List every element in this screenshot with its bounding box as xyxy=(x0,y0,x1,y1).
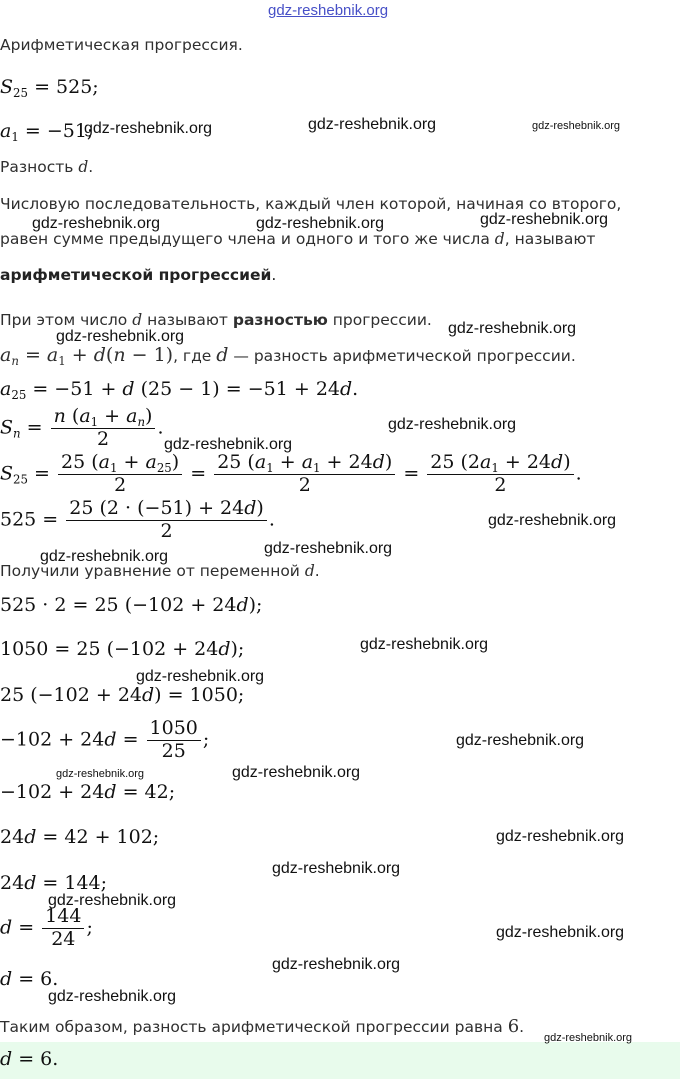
formula-s25: $S_{25}$ = $\frac{25 (a_1 + a_{25})}{2}$ = $\frac{25 (a_1 + a_1 + 24d)}{2}$ = $\frac{25 (2a_1 + 24d)}{2}$ . xyxy=(0,451,582,496)
page-title: Арифметическая прогрессия. xyxy=(0,36,243,54)
watermark: gdz-reshebnik.org xyxy=(136,668,265,685)
watermark: gdz-reshebnik.org xyxy=(308,116,437,133)
difference-note: При этом число d называют разностью прогрессии. xyxy=(0,311,432,329)
conclusion: Таким образом, разность арифметической прогрессии равна 6. xyxy=(0,1016,525,1037)
watermark-top-link[interactable]: gdz-reshebnik.org xyxy=(268,2,389,19)
watermark: gdz-reshebnik.org xyxy=(544,1032,633,1044)
watermark: gdz-reshebnik.org xyxy=(480,211,609,228)
formula-an: $a_n = a_1 + d(n - 1)$, где d — разность арифметической прогрессии. xyxy=(0,344,576,369)
step-3: 25 (−102 + 24d) = 1050; xyxy=(0,684,245,706)
watermark: gdz-reshebnik.org xyxy=(360,636,489,653)
watermark: gdz-reshebnik.org xyxy=(496,828,625,845)
watermark: gdz-reshebnik.org xyxy=(388,416,517,433)
watermark: gdz-reshebnik.org xyxy=(56,768,145,780)
watermark: gdz-reshebnik.org xyxy=(84,120,213,137)
step-8: d = $\frac{144}{24}$ ; xyxy=(0,905,93,950)
answer-value: d = 6. xyxy=(0,1048,59,1070)
watermark: gdz-reshebnik.org xyxy=(488,512,617,529)
watermark: gdz-reshebnik.org xyxy=(272,956,401,973)
watermark: gdz-reshebnik.org xyxy=(264,540,393,557)
definition-line-2: равен сумме предыдущего члена и одного и того же числа d, называют xyxy=(0,230,596,248)
formula-sn: $S_n$ = $\frac{n (a_1 + a_n)}{2}$ . xyxy=(0,405,164,450)
answer-box xyxy=(0,1042,680,1079)
step-4: −102 + 24d = $\frac{1050}{25}$ ; xyxy=(0,717,210,762)
equation-intro: Получили уравнение от переменной d. xyxy=(0,562,320,580)
watermark: gdz-reshebnik.org xyxy=(48,892,177,909)
step-2: 1050 = 25 (−102 + 24d); xyxy=(0,638,245,660)
definition-term: арифметической прогрессией. xyxy=(0,266,277,284)
watermark: gdz-reshebnik.org xyxy=(48,988,177,1005)
step-1: 525 · 2 = 25 (−102 + 24d); xyxy=(0,594,263,616)
watermark: gdz-reshebnik.org xyxy=(40,548,169,565)
given-s25: $S_{25} = 525$; xyxy=(0,76,99,101)
watermark: gdz-reshebnik.org xyxy=(164,436,293,453)
step-9: d = 6. xyxy=(0,968,59,990)
watermark: gdz-reshebnik.org xyxy=(532,120,621,132)
watermark: gdz-reshebnik.org xyxy=(456,732,585,749)
step-6: 24d = 42 + 102; xyxy=(0,826,160,848)
definition-line-1: Числовую последовательность, каждый член которой, начиная со второго, xyxy=(0,195,622,213)
formula-525: 525 = $\frac{25 (2 \cdot (-51) + 24d)}{2}$ . xyxy=(0,497,275,542)
formula-a25: $a_{25} = -51 + d$ (25 − 1) = −51 + 24d. xyxy=(0,378,359,403)
watermark: gdz-reshebnik.org xyxy=(256,215,385,232)
watermark: gdz-reshebnik.org xyxy=(32,215,161,232)
watermark: gdz-reshebnik.org xyxy=(272,860,401,877)
watermark: gdz-reshebnik.org xyxy=(56,328,185,345)
step-7: 24d = 144; xyxy=(0,872,108,894)
given-a1: $a_1 = -51$; xyxy=(0,120,94,145)
watermark: gdz-reshebnik.org xyxy=(496,924,625,941)
find-label: Разность d. xyxy=(0,158,94,176)
step-5: −102 + 24d = 42; xyxy=(0,781,176,803)
sn-fraction: $\frac{n (a_1 + a_n)}{2}$ xyxy=(51,406,156,451)
watermark: gdz-reshebnik.org xyxy=(232,764,361,781)
watermark: gdz-reshebnik.org xyxy=(448,320,577,337)
